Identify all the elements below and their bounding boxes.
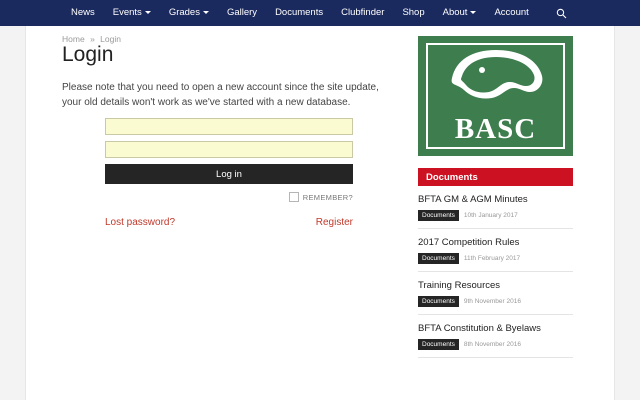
remember-label: REMEMBER? — [302, 192, 353, 202]
remember-checkbox[interactable] — [289, 192, 299, 202]
status-badge: Documents — [418, 253, 459, 264]
document-meta — [418, 339, 573, 350]
nav-item-label: Clubfinder — [341, 7, 385, 18]
breadcrumb-home[interactable]: Home — [62, 34, 85, 44]
list-item[interactable] — [418, 186, 573, 229]
nav-item-documents[interactable] — [266, 0, 332, 26]
nav-item-label: Shop — [402, 7, 425, 18]
sidebar — [418, 36, 573, 358]
document-date: 10th January 2017 — [463, 212, 518, 219]
document-meta — [418, 296, 573, 307]
status-badge: Documents — [418, 210, 459, 221]
chevron-down-icon — [145, 11, 151, 14]
document-meta — [418, 253, 573, 264]
nav-item-label: Grades — [168, 7, 200, 18]
intro-text: Please note that you need to open a new account since the site update, your old details won't work as we've started with a new database. — [62, 82, 379, 108]
top-navbar — [0, 0, 640, 26]
nav-item-grades[interactable] — [160, 0, 218, 26]
list-item[interactable] — [418, 229, 573, 272]
nav-item-label: Events — [112, 7, 142, 18]
register-link[interactable]: Register — [315, 217, 353, 228]
nav-item-events[interactable] — [104, 0, 160, 26]
nav-item-shop[interactable] — [393, 0, 433, 26]
right-rail — [614, 26, 640, 400]
nav-item-about[interactable] — [434, 0, 486, 26]
nav-item-label: Account — [494, 7, 529, 18]
nav-items — [62, 0, 538, 26]
logo-text: BASC — [454, 113, 537, 145]
nav-item-label: News — [71, 7, 95, 18]
login-button[interactable]: Log in — [105, 164, 353, 184]
breadcrumb-current: Login — [100, 34, 121, 44]
document-title[interactable]: Training Resources — [418, 280, 501, 291]
nav-item-account[interactable] — [485, 0, 537, 26]
document-title[interactable]: BFTA Constitution & Byelaws — [418, 323, 541, 334]
list-item[interactable] — [418, 272, 573, 315]
document-date: 9th November 2016 — [463, 298, 521, 305]
basc-logo — [418, 36, 573, 156]
document-meta — [418, 210, 573, 221]
document-date: 11th February 2017 — [463, 255, 521, 262]
remember-row — [105, 192, 353, 202]
login-form — [105, 118, 353, 228]
nav-item-gallery[interactable] — [218, 0, 266, 26]
dog-head-icon — [446, 48, 546, 106]
document-title[interactable]: 2017 Competition Rules — [418, 237, 520, 248]
nav-item-clubfinder[interactable] — [332, 0, 393, 26]
nav-item-label: Gallery — [226, 7, 258, 18]
status-badge: Documents — [418, 296, 459, 307]
form-links — [105, 217, 353, 228]
password-input[interactable] — [105, 141, 353, 158]
page-title: Login — [62, 43, 114, 66]
document-date: 8th November 2016 — [463, 341, 521, 348]
list-item[interactable] — [418, 315, 573, 358]
status-badge: Documents — [418, 339, 459, 350]
document-title[interactable]: BFTA GM & AGM Minutes — [418, 194, 528, 205]
breadcrumb-separator: » — [90, 34, 95, 44]
documents-header: Documents — [418, 168, 573, 186]
nav-item-label: About — [442, 7, 468, 18]
nav-item-label: Documents — [275, 7, 324, 18]
search-icon[interactable] — [550, 0, 572, 26]
content-area — [0, 26, 640, 400]
lost-password-link[interactable]: Lost password? — [105, 217, 176, 228]
chevron-down-icon — [203, 11, 209, 14]
chevron-down-icon — [470, 11, 476, 14]
nav-item-news[interactable] — [62, 0, 104, 26]
left-rail — [0, 26, 26, 400]
username-input[interactable] — [105, 118, 353, 135]
